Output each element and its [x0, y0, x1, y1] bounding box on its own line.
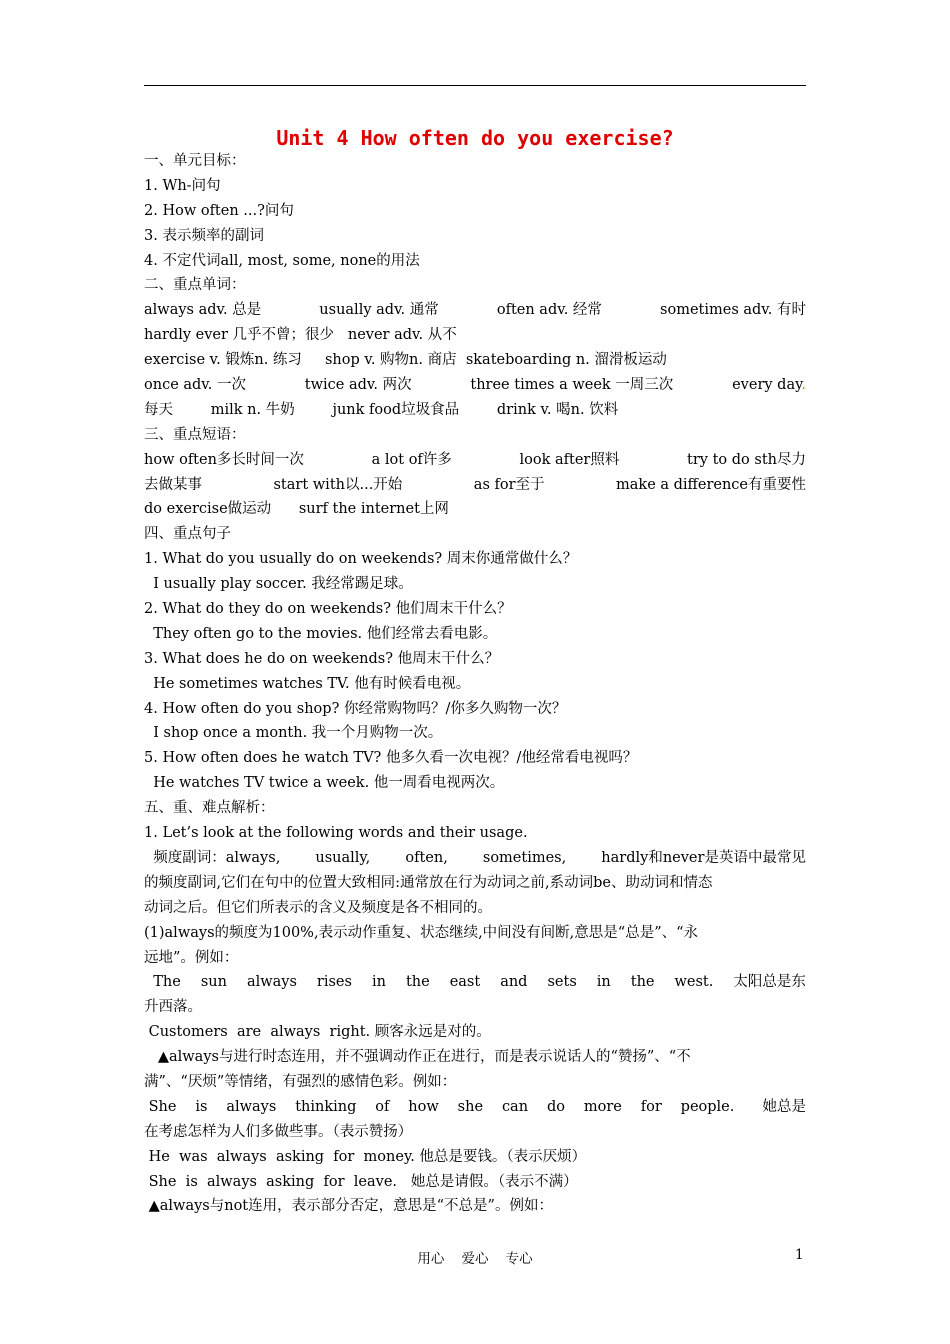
page-title: Unit 4 How often do you exercise?: [276, 126, 674, 150]
text-line: ▲always与not连用，表示部分否定，意思是“不总是”。例如：: [144, 1198, 553, 1215]
text-segment: every day: [732, 377, 802, 394]
text-line: 5. How often does he watch TV? 他多久看一次电视？/他经常看电视吗？: [144, 750, 638, 767]
text-line: They often go to the movies. 他们经常去看电影。: [144, 625, 498, 642]
text-segment-wrap: [732, 373, 806, 398]
text-line: 1. What do you usually do on weekends? 周末你通常做什么？: [144, 551, 578, 568]
text-line: [144, 1095, 806, 1120]
text-segment: milk n. 牛奶: [210, 401, 295, 418]
text-line: Customers are always right. 顾客永远是对的。: [144, 1024, 491, 1041]
text-segment: usually,: [315, 849, 371, 866]
text-segment: east: [449, 974, 481, 991]
text-line: 四、重点句子: [144, 526, 231, 543]
text-segment: west.: [674, 974, 714, 991]
text-line: He watches TV twice a week. 他一周看电视两次。: [144, 775, 505, 792]
text-segment: how often多长时间一次: [144, 451, 304, 468]
text-segment: 太阳总是东: [733, 974, 806, 991]
text-segment: junk food垃圾食品: [332, 401, 460, 418]
text-line: do exercise做运动 surf the internet上网: [144, 501, 449, 518]
text-line: 3. What does he do on weekends? 他周末干什么？: [144, 650, 500, 667]
text-segment: for: [640, 1098, 662, 1115]
text-line: I usually play soccer. 我经常踢足球。: [144, 576, 413, 593]
text-line: She is always asking for leave. 她总是请假。（表示不满）: [144, 1173, 578, 1190]
text-segment: drink v. 喝n. 饮料: [496, 401, 619, 418]
text-line: 动词之后。但它们所表示的含义及频度是各不相同的。: [144, 899, 492, 916]
text-line: [144, 970, 806, 995]
footer-motto: 用心 爱心 专心: [417, 1251, 533, 1267]
text-segment: try to do sth尽力: [687, 451, 806, 468]
document-body: [144, 149, 806, 1219]
text-segment: of: [375, 1098, 390, 1115]
text-segment: is: [195, 1098, 208, 1115]
text-segment: always adv. 总是: [144, 302, 262, 319]
text-segment: three times a week 一周三次: [470, 377, 674, 394]
text-segment: often adv. 经常: [496, 302, 602, 319]
text-line: ▲always与进行时态连用，并不强调动作正在进行，而是表示说话人的“赞扬”、“不: [144, 1049, 691, 1066]
text-segment: thinking: [295, 1098, 357, 1115]
text-segment: always: [246, 974, 297, 991]
text-segment: a lot of许多: [371, 451, 452, 468]
text-line: (1)always的频度为100%,表示动作重复、状态继续,中间没有间断,意思是“总是”、“永: [144, 924, 699, 941]
punctuation-dot: .: [801, 377, 806, 394]
text-segment: start with以...开始: [273, 476, 403, 493]
text-line: 1. Let’s look at the following words and their usage.: [144, 825, 528, 842]
text-line: 远地”。例如：: [144, 949, 239, 966]
line-spacer: [656, 398, 806, 423]
text-line: 4. 不定代词all, most, some, none的用法: [144, 252, 420, 269]
text-line: [144, 298, 806, 323]
text-line: 一、单元目标：: [144, 153, 246, 169]
text-line: 二、重点单词：: [144, 277, 246, 294]
page-number: 1: [795, 1247, 804, 1263]
text-line: 4. How often do you shop? 你经常购物吗？/你多久购物一次？: [144, 700, 567, 717]
text-segment: make a difference有重要性: [616, 476, 806, 493]
text-segment: sets: [547, 974, 577, 991]
text-line: 2. How often ...?问句: [144, 202, 294, 219]
header-rule: [144, 85, 806, 86]
text-segment: the: [630, 974, 655, 991]
text-line: hardly ever 几乎不曾；很少 never adv. 从不: [144, 327, 457, 344]
text-segment: hardly和never是英语中最常见: [601, 849, 806, 866]
text-segment: more: [583, 1098, 622, 1115]
text-segment: she: [457, 1098, 484, 1115]
text-line: 满”、“厌烦”等情绪，有强烈的感情色彩。例如：: [144, 1073, 457, 1090]
text-segment: look after照料: [519, 451, 620, 468]
text-segment: sometimes adv. 有时: [660, 302, 806, 319]
text-segment: twice adv. 两次: [304, 377, 412, 394]
text-segment: how: [408, 1098, 439, 1115]
text-segment: do: [546, 1098, 565, 1115]
text-segment: 频度副词：always,: [144, 849, 281, 866]
text-segment: often,: [405, 849, 448, 866]
text-segment: sometimes,: [482, 849, 567, 866]
text-line: 的频度副词,它们在句中的位置大致相同:通常放在行为动词之前,系动词be、助动词和情态: [144, 874, 713, 891]
text-line: He sometimes watches TV. 他有时候看电视。: [144, 675, 471, 692]
text-segment: can: [501, 1098, 529, 1115]
text-segment: usually adv. 通常: [319, 302, 439, 319]
text-segment: always: [226, 1098, 277, 1115]
text-line: I shop once a month. 我一个月购物一次。: [144, 725, 443, 742]
text-line: [144, 398, 806, 423]
text-segment: 每天: [144, 401, 173, 418]
page-footer: [0, 1247, 950, 1269]
text-line: 2. What do they do on weekends? 他们周末干什么？: [144, 601, 512, 618]
text-segment: once adv. 一次: [144, 377, 246, 394]
text-segment: 去做某事: [144, 476, 202, 493]
text-line: 在考虑怎样为人们多做些事。（表示赞扬）: [144, 1123, 413, 1140]
text-line: 升西落。: [144, 999, 202, 1016]
text-line: [144, 373, 806, 398]
text-line: exercise v. 锻炼n. 练习 shop v. 购物n. 商店 skateboarding n. 溜滑板运动: [144, 352, 667, 369]
text-segment: the: [405, 974, 430, 991]
text-line: [144, 846, 806, 871]
text-segment: sun: [200, 974, 227, 991]
text-segment: 她总是: [753, 1098, 806, 1115]
text-segment: in: [371, 974, 386, 991]
text-segment: rises: [316, 974, 352, 991]
text-segment: and: [500, 974, 528, 991]
text-segment: people.: [680, 1098, 735, 1115]
text-line: [144, 448, 806, 473]
text-line: [144, 473, 806, 498]
text-line: 1. Wh-问句: [144, 177, 221, 194]
text-line: 五、重、难点解析：: [144, 800, 275, 817]
text-line: 三、重点短语：: [144, 426, 246, 443]
text-line: He was always asking for money. 他总是要钱。（表示厌烦）: [144, 1148, 587, 1165]
text-segment: She: [144, 1098, 177, 1115]
text-segment: as for至于: [473, 476, 545, 493]
text-line: 3. 表示频率的副词: [144, 227, 264, 244]
text-segment: The: [144, 974, 181, 991]
text-segment: in: [596, 974, 611, 991]
